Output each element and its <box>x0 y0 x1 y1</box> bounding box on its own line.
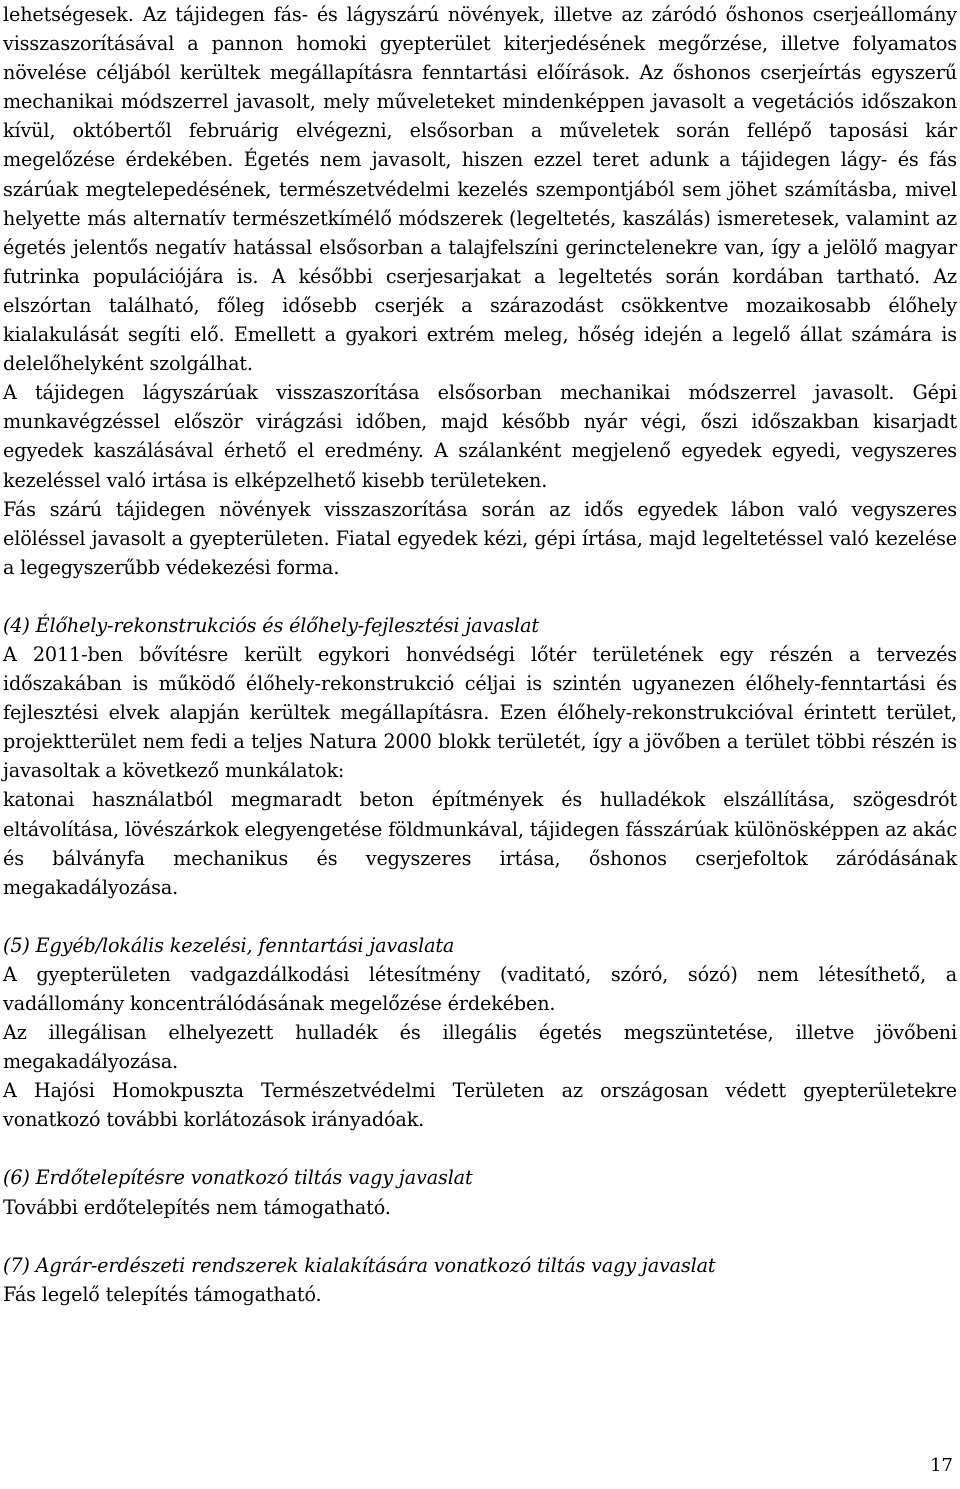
body-paragraph: További erdőtelepítés nem támogatható. <box>3 1195 391 1219</box>
section-heading: (7) Agrár-erdészeti rendszerek kialakítására vonatkozó tiltás vagy javaslat <box>3 1253 716 1277</box>
document-page <box>3 0 957 1309</box>
body-paragraph: Az illegálisan elhelyezett hulladék és illegális égetés megszüntetése, illetve jövőbeni megakadályozása. <box>3 1021 957 1074</box>
body-paragraph: Fás legelő telepítés támogatható. <box>3 1282 322 1306</box>
page-number: 17 <box>930 1455 953 1476</box>
section-heading: (4) Élőhely-rekonstrukciós és élőhely-fejlesztési javaslat <box>3 613 539 637</box>
body-paragraph: A Hajósi Homokpuszta Természetvédelmi Területen az országosan védett gyepterületekre vonatkozó további korlátozások irányadóak. <box>3 1079 957 1132</box>
body-paragraph: A 2011-ben bővítésre került egykori honvédségi lőtér területének egy részén a tervezés időszakában is működő élőhely-rekonstrukció céljai is szintén ugyanezen élőhely-fenntartási és fejlesztési elvek alapján kerültek megállapításra. Ezen élőhely-rekonstrukcióval érintett terület, projektterület nem fedi a teljes Natura 2000 blokk területét, így a jövőben a terület többi részén is javasoltak a következő munkálatok: <box>3 642 957 783</box>
section-spacer <box>3 582 957 611</box>
body-paragraph: A gyepterületen vadgazdálkodási létesítmény (vaditató, szóró, sózó) nem létesíthető, a vadállomány koncentrálódásának megelőzése érdekében. <box>3 962 957 1015</box>
body-paragraph: Fás szárú tájidegen növények visszaszorítása során az idős egyedek lábon való vegyszeres elöléssel javasolt a gyepterületen. Fiatal egyedek kézi, gépi írtása, majd legeltetéssel való kezelése a legegyszerűbb védekezési forma. <box>3 497 957 579</box>
body-paragraph: lehetségesek. Az tájidegen fás- és lágyszárú növények, illetve az záródó őshonos cserjeállomány visszaszorításával a pannon homoki gyepterület kiterjedésének megőrzése, illetve folyamatos növelése céljából kerültek megállapításra fenntartási előírások. Az őshonos cserjeírtás egyszerű mechanikai módszerrel javasolt, mely műveleteket mindenképpen javasolt a vegetációs időszakon kívül, októbertől februárig elvégezni, elsősorban a műveletek során fellépő taposási kár megelőzése érdekében. Égetés nem javasolt, hiszen ezzel teret adunk a tájidegen lágy- és fás szárúak megtelepedésének, természetvédelmi kezelés szempontjából sem jöhet számításba, mivel helyette más alternatív természetkímélő módszerek (legeltetés, kaszálás) ismeretesek, valamint az égetés jelentős negatív hatással elsősorban a talajfelszíni gerinctelenekre van, így a jelölő magyar futrinka populációjára is. A későbbi cserjesarjakat a legeltetés során kordában tartható. Az elszórtan található, főleg idősebb cserjék a szárazodást csökkentve mozaikosabb élőhely kialakulását segíti elő. Emellett a gyakori extrém meleg, hőség idején a legelő állat számára is delelőhelyként szolgálhat. <box>3 3 957 376</box>
body-paragraph: katonai használatból megmaradt beton építmények és hulladékok elszállítása, szögesdrót eltávolítása, lövészárkok elegyengetése földmunkával, tájidegen fásszárúak különösképpen az akác és bálványfa mechanikus és vegyszeres irtása, őshonos cserjefoltok záródásának megakadályozása. <box>3 788 957 899</box>
body-paragraph: A tájidegen lágyszárúak visszaszorítása elsősorban mechanikai módszerrel javasolt. Gépi munkavégzéssel először virágzási időben, majd később nyár végi, őszi időszakban kisarjadt egyedek kaszálásával érhető el eredmény. A szálanként megjelenő egyedek egyedi, vegyszeres kezeléssel való irtása is elképzelhető kisebb területeken. <box>3 381 957 492</box>
section-heading: (6) Erdőtelepítésre vonatkozó tiltás vagy javaslat <box>3 1166 473 1190</box>
section-heading: (5) Egyéb/lokális kezelési, fenntartási javaslata <box>3 933 455 957</box>
section-spacer <box>3 1134 957 1163</box>
section-spacer <box>3 902 957 931</box>
section-spacer <box>3 1222 957 1251</box>
